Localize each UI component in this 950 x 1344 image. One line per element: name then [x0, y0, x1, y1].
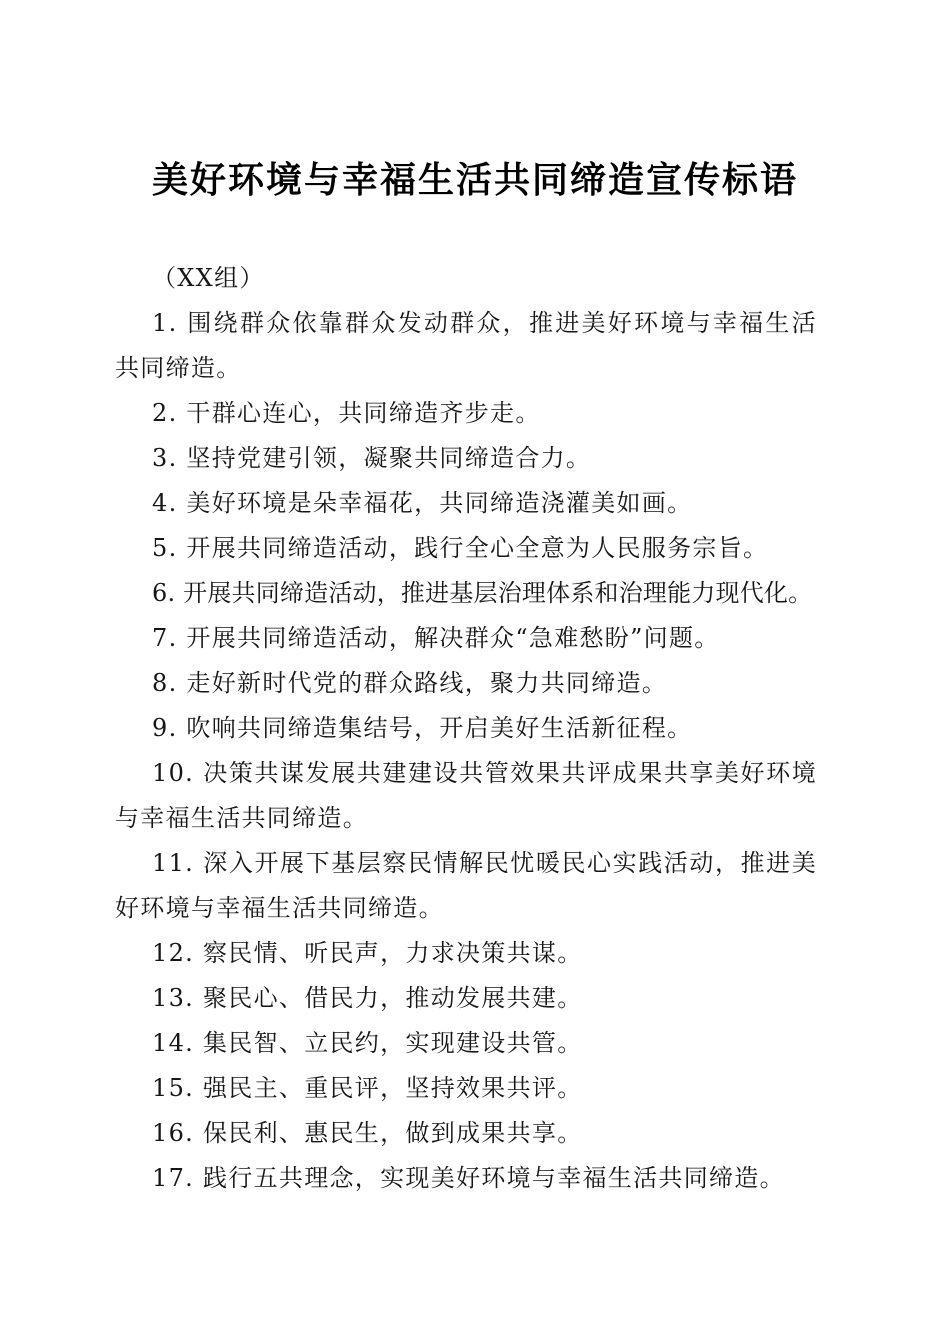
list-item: 3. 坚持党建引领，凝聚共同缔造合力。 — [152, 444, 592, 473]
list-item: 14. 集民智、立民约，实现建设共管。 — [152, 1029, 583, 1058]
list-item: 2. 干群心连心，共同缔造齐步走。 — [152, 399, 541, 428]
list-item: 7. 开展共同缔造活动，解决群众“急难愁盼”问题。 — [152, 624, 720, 653]
list-item: 8. 走好新时代党的群众路线，聚力共同缔造。 — [152, 669, 668, 698]
list-item: 4. 美好环境是朵幸福花，共同缔造浇灌美如画。 — [152, 489, 693, 518]
list-item: 6. 开展共同缔造活动，推进基层治理体系和治理能力现代化。 — [152, 579, 813, 608]
list-item: 16. 保民利、惠民生，做到成果共享。 — [152, 1119, 583, 1148]
list-item: 12. 察民情、听民声，力求决策共谋。 — [152, 939, 583, 968]
list-item: 13. 聚民心、借民力，推动发展共建。 — [152, 984, 583, 1013]
list-item: 5. 开展共同缔造活动，践行全心全意为人民服务宗旨。 — [152, 534, 769, 563]
list-item: 17. 践行五共理念，实现美好环境与幸福生活共同缔造。 — [152, 1164, 785, 1193]
group-label: （XX组） — [152, 264, 265, 293]
list-item: 9. 吹响共同缔造集结号，开启美好生活新征程。 — [152, 714, 693, 743]
document-title: 美好环境与幸福生活共同缔造宣传标语 — [151, 159, 798, 202]
list-item: 15. 强民主、重民评，坚持效果共评。 — [152, 1074, 583, 1103]
list-item: 1. 围绕群众依靠群众发动群众，推进美好环境与幸福生活共同缔造。 — [115, 309, 817, 383]
list-item: 11. 深入开展下基层察民情解民忧暖民心实践活动，推进美好环境与幸福生活共同缔造。 — [115, 849, 817, 923]
document-body — [115, 256, 817, 1201]
slogan-list — [115, 301, 817, 1201]
list-item: 10. 决策共谋发展共建建设共管效果共评成果共享美好环境与幸福生活共同缔造。 — [115, 759, 817, 833]
